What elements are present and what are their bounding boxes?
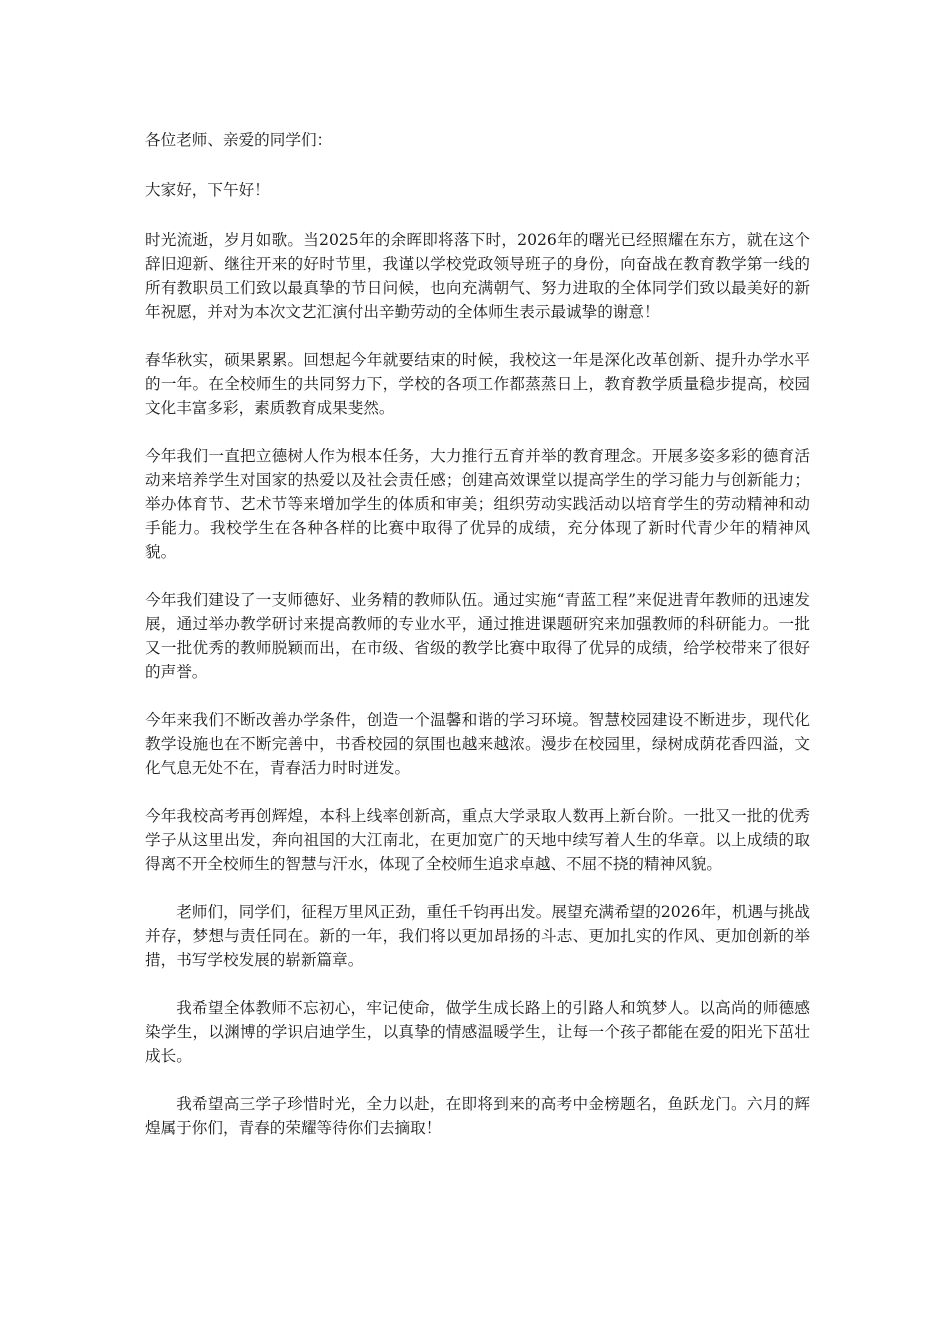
paragraph-exam-results: 今年我校高考再创辉煌，本科上线率创新高，重点大学录取人数再上新台阶。一批又一批的优秀学子从这里出发，奔向祖国的大江南北，在更加宽广的天地中续写着人生的华章。以上成绩的取得离不开全校师生的智慧与汗水，体现了全校师生追求卓越、不屈不挠的精神风貌。 — [145, 807, 810, 873]
paragraph-achievements-summary: 春华秋实，硕果累累。回想起今年就要结束的时候，我校这一年是深化改革创新、提升办学水平的一年。在全校师生的共同努力下，学校的各项工作都蒸蒸日上，教育教学质量稳步提高，校园文化丰富多彩，素质教育成果斐然。 — [145, 351, 810, 417]
paragraph-senior-student-hope: 我希望高三学子珍惜时光，全力以赴，在即将到来的高考中金榜题名，鱼跃龙门。六月的辉煌属于你们，青春的荣耀等待你们去摘取！ — [145, 1095, 810, 1137]
speech-document — [145, 128, 810, 1164]
paragraph-moral-education: 今年我们一直把立德树人作为根本任务，大力推行五育并举的教育理念。开展多姿多彩的德育活动来培养学生对国家的热爱以及社会责任感；创建高效课堂以提高学生的学习能力与创新能力；举办体育节、艺术节等来增加学生的体质和审美；组织劳动实践活动以培育学生的劳动精神和动手能力。我校学生在各种各样的比赛中取得了优异的成绩，充分体现了新时代青少年的精神风貌。 — [145, 447, 810, 561]
paragraph-new-year-wishes: 时光流逝，岁月如歌。当2025年的余晖即将落下时，2026年的曙光已经照耀在东方，就在这个辞旧迎新、继往开来的好时节里，我谨以学校党政领导班子的身份，向奋战在教育教学第一线的所有教职员工们致以最真挚的节日问候，也向充满朝气、努力进取的全体同学们致以最美好的新年祝愿，并对为本次文艺汇演付出辛勤劳动的全体师生表示最诚挚的谢意！ — [145, 231, 810, 321]
paragraph-outlook: 老师们，同学们，征程万里风正劲，重任千钧再出发。展望充满希望的2026年，机遇与挑战并存，梦想与责任同在。新的一年，我们将以更加昂扬的斗志、更加扎实的作风、更加创新的举措，书写学校发展的崭新篇章。 — [145, 903, 810, 969]
paragraph-teacher-team: 今年我们建设了一支师德好、业务精的教师队伍。通过实施“青蓝工程”来促进青年教师的迅速发展，通过举办教学研讨来提高教师的专业水平，通过推进课题研究来加强教师的科研能力。一批又一批优秀的教师脱颖而出，在市级、省级的教学比赛中取得了优异的成绩，给学校带来了很好的声誉。 — [145, 591, 810, 681]
paragraph-campus-environment: 今年来我们不断改善办学条件，创造一个温馨和谐的学习环境。智慧校园建设不断进步，现代化教学设施也在不断完善中，书香校园的氛围也越来越浓。漫步在校园里，绿树成荫花香四溢，文化气息无处不在，青春活力时时迸发。 — [145, 711, 810, 777]
greeting: 大家好，下午好！ — [145, 181, 270, 199]
salutation: 各位老师、亲爱的同学们： — [145, 131, 333, 149]
paragraph-teacher-hope: 我希望全体教师不忘初心，牢记使命，做学生成长路上的引路人和筑梦人。以高尚的师德感染学生，以渊博的学识启迪学生，以真挚的情感温暖学生，让每一个孩子都能在爱的阳光下茁壮成长。 — [145, 999, 810, 1065]
